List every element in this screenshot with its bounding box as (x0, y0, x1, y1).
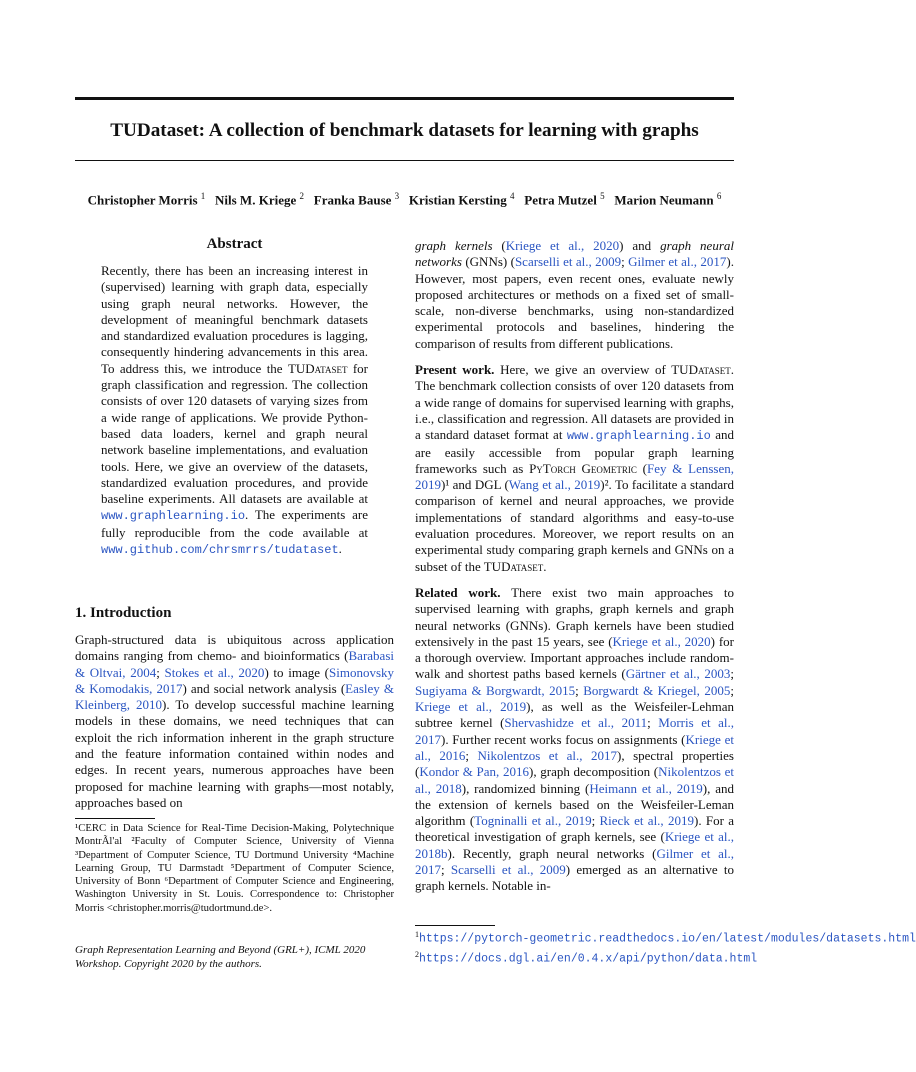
author-affil: 3 (394, 191, 400, 201)
github-link[interactable]: www.github.com/chrsmrrs/tudataset (101, 543, 339, 558)
text: ). However, most papers, even recent ones, evaluate newly proposed architectures or methods on a fixed set of small-scale, non-diverse benchmarks, using non-standardized experimental protocols and baselines, hindering the comparison of results from different publications. (415, 254, 734, 351)
text: (GNNs) ( (461, 254, 515, 270)
footnote-rule (75, 818, 155, 819)
author-name: Marion Neumann (614, 192, 714, 208)
intro-text: Graph-structured data is ubiquitous across application domains ranging from chemo- and bioinformatics ( (75, 632, 394, 664)
website-link[interactable]: www.graphlearning.io (101, 509, 246, 524)
text: ). Recently, graph neural networks ( (447, 845, 657, 861)
present-work-paragraph (415, 362, 734, 575)
footnote-item (415, 947, 828, 967)
text: and are easily accessible from popular graph learning frameworks such as (415, 427, 734, 476)
dataset-name: Dataset (688, 362, 731, 378)
text: ) and (619, 238, 661, 253)
text: ; (621, 254, 629, 270)
citation-link[interactable]: Wang et al., 2019 (508, 477, 601, 493)
footnote-rule-right (415, 925, 495, 926)
text: ) emerged as an alternative to graph kernels. Notable in- (415, 861, 734, 894)
citation-link[interactable]: Gilmer et al., 2017 (628, 254, 727, 270)
citation-link[interactable]: Easley & Kleinberg, 2010 (75, 680, 395, 713)
author-affil: 2 (299, 191, 304, 201)
text: ; (465, 747, 478, 763)
top-rule (75, 97, 734, 100)
intro-text: ). To develop successful machine learning models in these domains, we need techniques that can exploit the rich information inherent in the graph structure and the feature information contained within nodes and edges. In recent years, numerous approaches have been proposed for machine learning with graphs—most notably, approaches based on (75, 697, 394, 810)
text: ; (730, 682, 734, 698)
author-affil: 6 (716, 191, 722, 201)
text: ; (441, 861, 451, 877)
abstract-text: . (338, 541, 342, 557)
citation-link[interactable]: Borgwardt & Kriegel, 2005 (583, 682, 731, 698)
framework-name: PyTorch Geometric (529, 460, 637, 476)
term: graph kernels (415, 238, 493, 253)
text: ), as well as the Weisfeiler-Lehman subtree kernel ( (415, 699, 734, 731)
url-footnotes (415, 927, 916, 966)
text: ; (591, 813, 600, 829)
citation-link[interactable]: Simonovsky & Komodakis, 2017 (75, 664, 394, 696)
citation-link[interactable]: Kriege et al., 2020 (612, 633, 711, 649)
author-affil: 1 (200, 191, 206, 201)
citation-link[interactable]: Shervashidze et al., 2011 (504, 715, 648, 731)
dataset-name: TUDataset (287, 360, 348, 376)
author-name: Kristian Kersting (408, 192, 507, 208)
text: ( (636, 460, 648, 476)
author-name: Christopher Morris (87, 192, 198, 208)
footnote-item (415, 927, 916, 947)
paper-title: TUDataset: A collection of benchmark datasets for learning with graphs (110, 120, 699, 141)
citation-link[interactable]: Nikolentzos et al., 2018 (415, 764, 734, 796)
abstract-heading: Abstract (206, 236, 263, 252)
text: ). Further recent works focus on assignments ( (441, 731, 686, 747)
dgl-url-link[interactable]: https://docs.dgl.ai/en/0.4.x/api/python/data.html (419, 952, 758, 966)
abstract-body (101, 263, 368, 558)
author-affil: 5 (600, 191, 605, 201)
citation-link[interactable]: Morris et al., 2017 (415, 715, 734, 747)
citation-link[interactable]: Rieck et al., 2019 (599, 813, 694, 829)
intro-continuation-paragraph (415, 238, 734, 352)
citation-link[interactable]: Sugiyama & Borgwardt, 2015 (415, 682, 576, 698)
pyg-url-link[interactable]: https://pytorch-geometric.readthedocs.io/en/latest/modules/datasets.html (419, 932, 916, 946)
title-bottom-rule (75, 160, 734, 161)
citation-link[interactable]: Scarselli et al., 2009 (514, 254, 622, 270)
introduction-paragraph (75, 632, 394, 811)
text: ), randomized binning ( (461, 780, 590, 796)
text: ; (730, 666, 734, 682)
term: graph neural networks (415, 238, 734, 270)
affiliations-footnote: ¹CERC in Data Science for Real-Time Decision-Making, Polytechnique MontrÃl'al ²Faculty of Computer Science, University of Vienna ³Department of Computer Science, TU Dortmund University ⁴Machine Learning Group, TU Darmstadt ⁵Department of Computer Science, University of Bonn ⁶Department of Computer Science and Engineering, Washington University in St. Louis. Correspondence to: Christopher Morris <christopher.morris@tudortmund.de>. (75, 822, 394, 914)
author-affil: 4 (510, 191, 515, 201)
section-heading-introduction: 1. Introduction (75, 605, 172, 621)
citation-link[interactable]: Kriege et al., 2018b (415, 829, 734, 861)
citation-link[interactable]: Scarselli et al., 2009 (450, 861, 566, 877)
text: ), spectral properties ( (415, 747, 734, 780)
paragraph-heading: Present work. (415, 362, 495, 378)
text: )². To facilitate a standard comparison of kernel and neural approaches, we provide implementations of standard algorithms and easy-to-use evaluation procedures. Moreover, we report results on an experimental study comparing graph kernels and GNNs on a subset of the TU (415, 477, 734, 574)
footnote-number: 2 (415, 949, 419, 959)
text: . The benchmark collection consists of over 120 datasets from a wide range of domains for supervised learning with graphs, i.e., classification and regression. All datasets are provided in a standard dataset format at (415, 362, 734, 443)
text: ), and the extension of kernels based on the Weisfeiler-Leman algorithm ( (415, 780, 734, 829)
author-name: Nils M. Kriege (215, 192, 297, 208)
citation-link[interactable]: Kriege et al., 2020 (505, 238, 620, 253)
dataset-name: Dataset (501, 558, 544, 574)
website-link[interactable]: www.graphlearning.io (566, 429, 711, 444)
venue-note: Graph Representation Learning and Beyond (GRL+), ICML 2020 Workshop. Copyright 2020 by the authors. (75, 944, 366, 970)
text: ( (492, 238, 506, 253)
text: There exist two main approaches to supervised learning with graphs, graph kernels and graph neural networks (GNNs). Graph kernels have been studied extensively in the past 15 years, see ( (415, 584, 734, 649)
citation-link[interactable]: Fey & Lenssen, 2019 (415, 460, 735, 493)
text: . (543, 558, 547, 574)
text: ). For a theoretical investigation of graph kernels, see ( (415, 813, 734, 845)
intro-text: ; (156, 664, 165, 680)
citation-link[interactable]: Kriege et al., 2016 (415, 731, 734, 763)
text: ), graph decomposition ( (528, 764, 659, 780)
text: Here, we give an overview of TU (494, 362, 689, 378)
abstract-text: . The experiments are fully reproducible from the code available at (101, 507, 368, 540)
text: ; (575, 682, 584, 698)
paragraph-heading: Related work. (415, 584, 501, 600)
author-name: Franka Bause (313, 192, 392, 208)
related-work-paragraph (415, 585, 734, 895)
footnote-number: 1 (415, 930, 419, 939)
abstract-text: for graph classification and regression. The collection consists of over 120 datasets of varying sizes from a wide range of applications. We provide Python-based data loaders, kernel and graph neural network baseline implementations, and evaluation tools. Here, we give an overview of the datasets, standardized evaluation procedures, and provide baseline experiments. All datasets are available at (101, 360, 368, 507)
right-column (415, 238, 734, 895)
citation-link[interactable]: Kondor & Pan, 2016 (419, 764, 529, 780)
citation-link[interactable]: Togninalli et al., 2019 (474, 813, 592, 829)
intro-text: ) and social network analysis ( (182, 680, 346, 696)
intro-text: ) to image ( (264, 664, 329, 680)
citation-link[interactable]: Gärtner et al., 2003 (625, 666, 731, 682)
citation-link[interactable]: Kriege et al., 2019 (415, 699, 527, 715)
citation-link[interactable]: Barabasi & Oltvai, 2004 (75, 648, 394, 680)
abstract-text: Recently, there has been an increasing interest in (supervised) learning with graph data, especially using graph neural networks. However, the development of meaningful benchmark datasets and standardized evaluation procedures is lagging, consequently hindering advancements in this area. To address this, we introduce the (101, 263, 368, 376)
citation-link[interactable]: Nikolentzos et al., 2017 (477, 747, 618, 763)
text: ) for a thorough overview. Important approaches include random-walk and shortest paths based kernels ( (415, 633, 734, 682)
text: )¹ and DGL ( (441, 477, 509, 493)
citation-link[interactable]: Heimann et al., 2019 (589, 780, 703, 796)
citation-link[interactable]: Gilmer et al., 2017 (415, 845, 734, 877)
text: ; (647, 715, 659, 731)
author-name: Petra Mutzel (524, 192, 597, 208)
author-list (75, 191, 734, 208)
citation-link[interactable]: Stokes et al., 2020 (164, 664, 265, 680)
